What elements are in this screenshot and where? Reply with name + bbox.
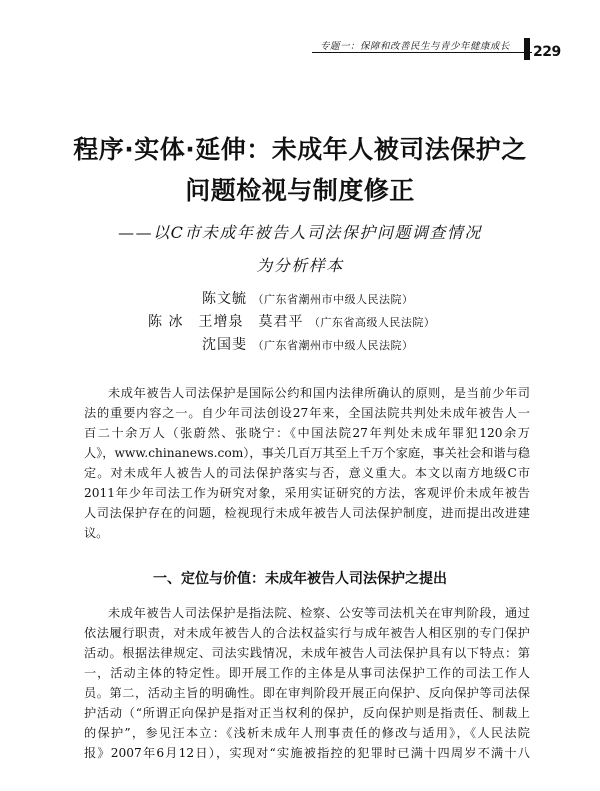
author-affiliation: （广东省潮州市中级人民法院）	[252, 339, 414, 352]
body-line: 护活动（“所谓正向保护是指对正当权利的保护，反向保护则是指责任、制裁上	[84, 706, 530, 720]
header-rule	[312, 52, 532, 53]
author-affiliation: （广东省潮州市中级人民法院）	[252, 293, 414, 306]
body-line: 未成年被告人司法保护是指法院、检察、公安等司法机关在审判阶段，通过	[108, 606, 530, 620]
title-line-1: 程序·实体·延伸：未成年人被司法保护之	[73, 135, 527, 164]
title-line-2: 问题检视与制度修正	[185, 176, 415, 205]
subtitle-line-1: ——以C市未成年被告人司法保护问题调查情况	[118, 223, 482, 242]
abstract-line: 议。	[84, 526, 109, 540]
body-line: 依法履行职责，对未成年被告人的合法权益实行与成年被告人相区别的专门保护	[84, 626, 530, 640]
abstract-line: 人》，www.chinanews.com），事关几百万其至上千万个家庭，事关社会和谐与稳	[84, 446, 530, 460]
page-number-marker	[524, 38, 530, 60]
abstract-line: 人司法保护存在的问题，检视现行未成年被告人司法保护制度，进而提出改进建	[84, 506, 530, 520]
abstract-line: 2011年少年司法工作为研究对象，采用实证研究的方法，客观评价未成年被告	[84, 486, 530, 500]
running-header	[300, 36, 532, 56]
author-names: 沈国斐	[202, 337, 247, 353]
author-line-1	[202, 288, 413, 308]
body-line: 一，活动主体的特定性。即开展工作的主体是从事司法保护工作的司法工作人	[84, 666, 530, 680]
author-names: 陈文毓	[202, 291, 247, 307]
body-line: 活动。根据法律规定、司法实践情况，未成年被告人司法保护具有以下特点：第	[84, 646, 530, 660]
section-heading: 一、定位与价值：未成年被告人司法保护之提出	[153, 571, 447, 587]
author-names: 陈 冰 王增泉 莫君平	[148, 314, 304, 330]
abstract-line: 法的重要内容之一。自少年司法创设27年来，全国法院共判处未成年被告人一	[84, 406, 530, 420]
abstract-line: 百二十余万人（张蔚然、张晓宁：《中国法院27年判处未成年罪犯120余万	[84, 426, 530, 440]
body-line: 报》2007年6月12日），实现对“实施被指控的犯罪时已满十四周岁不满十八	[84, 746, 530, 760]
abstract-line: 定。对未成年人被告人的司法保护落实与否，意义重大。本文以南方地级C市	[84, 466, 530, 480]
body-line: 的保护”，参见汪本立：《浅析未成年人刑事责任的修改与适用》，《人民法院	[84, 726, 530, 740]
author-affiliation: （广东省高级人民法院）	[308, 316, 436, 329]
body-line: 员。第二，活动主旨的明确性。即在审判阶段开展正向保护、反向保护等司法保	[84, 686, 530, 700]
abstract-line: 未成年被告人司法保护是国际公约和国内法律所确认的原则，是当前少年司	[108, 386, 530, 400]
page-number: 229	[533, 44, 561, 60]
running-header-title: 专题一：保障和改善民生与青少年健康成长	[319, 41, 510, 52]
author-line-2	[148, 311, 435, 331]
author-line-3	[202, 334, 413, 354]
subtitle-line-2: 为分析样本	[256, 256, 344, 275]
